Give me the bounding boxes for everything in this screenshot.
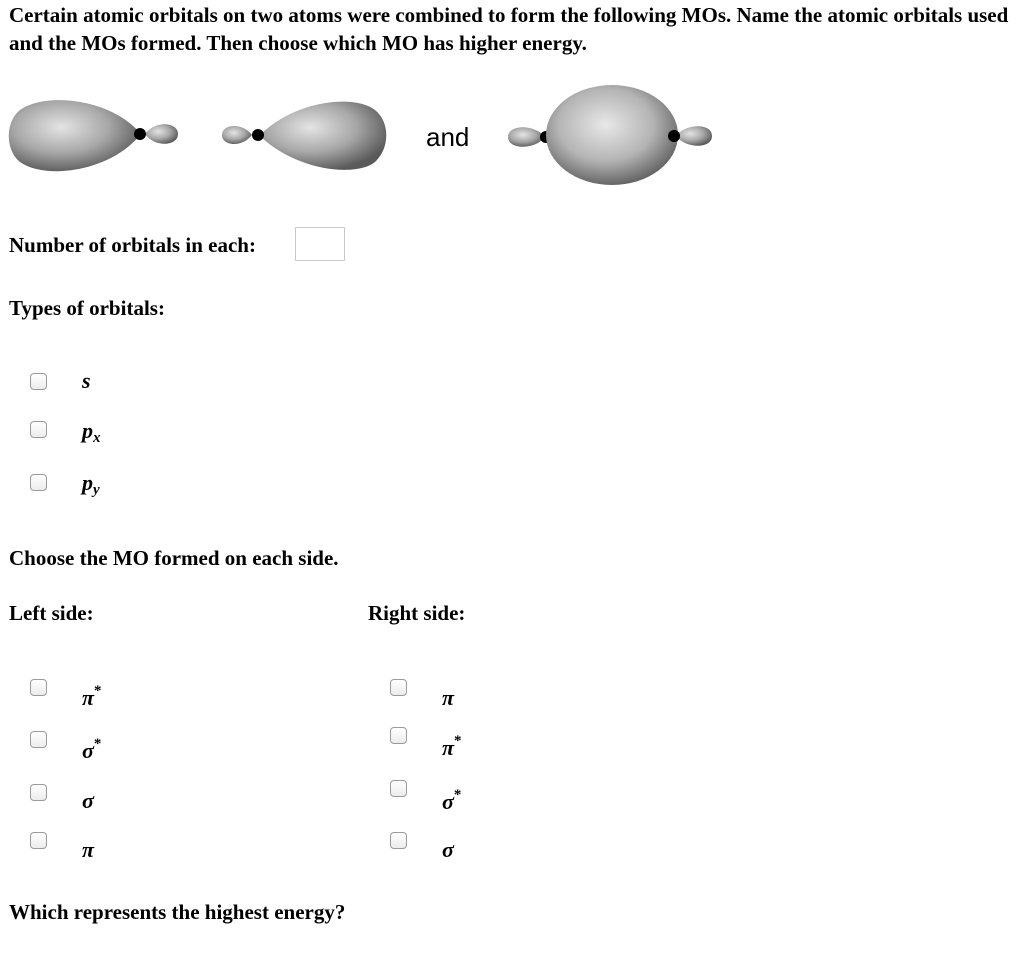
mirror-mo-large-lobe bbox=[260, 102, 386, 170]
checkbox-type-s[interactable] bbox=[30, 373, 47, 390]
option-star: * bbox=[94, 683, 102, 699]
checkbox-right-pi-star[interactable] bbox=[390, 727, 407, 744]
checkbox-type-px[interactable] bbox=[30, 421, 47, 438]
right-side-label: Right side: bbox=[368, 601, 466, 625]
mirror-mo-small-lobe bbox=[222, 126, 252, 144]
option-right-sigma bbox=[442, 832, 454, 861]
left-side-label: Left side: bbox=[9, 601, 94, 625]
left-mo-small-lobe bbox=[145, 124, 178, 144]
question-text: Certain atomic orbitals on two atoms were combined to form the following MOs. Name the atomic orbitals used and the MOs formed. Then choose which MO has higher energy. bbox=[9, 3, 1009, 55]
orbital-count-label: Number of orbitals in each: bbox=[9, 233, 256, 257]
option-symbol: σ bbox=[442, 837, 454, 862]
option-type-px bbox=[82, 420, 101, 449]
orbital-figure bbox=[0, 80, 1024, 200]
option-right-pi bbox=[442, 680, 454, 709]
and-label: and bbox=[426, 122, 470, 152]
option-subscript: x bbox=[93, 430, 101, 446]
option-symbol: π bbox=[82, 837, 95, 862]
checkbox-left-pi-star[interactable] bbox=[30, 679, 47, 696]
right-mo-left-small-lobe bbox=[508, 127, 545, 147]
option-star: * bbox=[93, 736, 102, 752]
checkbox-left-sigma[interactable] bbox=[30, 784, 47, 801]
option-symbol: π bbox=[442, 735, 455, 760]
checkbox-right-pi[interactable] bbox=[390, 679, 407, 696]
option-subscript: y bbox=[93, 482, 100, 498]
option-symbol: σ bbox=[82, 738, 94, 763]
option-star: * bbox=[454, 733, 462, 749]
orbital-types-label: Types of orbitals: bbox=[9, 296, 165, 320]
mo-section-label: Choose the MO formed on each side. bbox=[9, 546, 339, 570]
option-symbol: σ bbox=[442, 789, 454, 814]
option-symbol: σ bbox=[82, 788, 94, 813]
left-mo-large-lobe bbox=[9, 100, 140, 171]
right-mo-right-small-lobe bbox=[676, 126, 712, 146]
option-left-pi-star bbox=[82, 680, 102, 709]
option-base: p bbox=[82, 470, 93, 495]
orbital-count-input[interactable] bbox=[295, 227, 345, 261]
option-symbol: π bbox=[442, 685, 455, 710]
checkbox-left-sigma-star[interactable] bbox=[30, 731, 47, 748]
left-mo-diagram-mirror bbox=[222, 102, 386, 170]
checkbox-right-sigma[interactable] bbox=[390, 832, 407, 849]
option-symbol: π bbox=[82, 685, 95, 710]
option-left-pi bbox=[82, 832, 94, 861]
checkbox-type-py[interactable] bbox=[30, 474, 47, 491]
option-star: * bbox=[453, 787, 462, 803]
right-mo-center-sphere bbox=[546, 85, 678, 185]
option-left-sigma bbox=[82, 783, 94, 812]
option-base: s bbox=[82, 368, 91, 393]
option-type-s bbox=[82, 370, 91, 392]
option-type-py bbox=[82, 472, 100, 501]
option-right-pi-star bbox=[442, 730, 462, 759]
checkbox-right-sigma-star[interactable] bbox=[390, 780, 407, 797]
option-left-sigma-star bbox=[82, 733, 101, 762]
mirror-mo-nucleus bbox=[252, 129, 264, 141]
right-mo-right-nucleus bbox=[668, 130, 680, 142]
option-right-sigma-star bbox=[442, 784, 461, 813]
checkbox-left-pi[interactable] bbox=[30, 832, 47, 849]
option-base: p bbox=[82, 418, 93, 443]
right-mo-diagram bbox=[508, 85, 712, 185]
highest-energy-label: Which represents the highest energy? bbox=[9, 900, 346, 924]
left-mo-diagram bbox=[9, 100, 178, 171]
left-mo-nucleus bbox=[134, 128, 146, 140]
